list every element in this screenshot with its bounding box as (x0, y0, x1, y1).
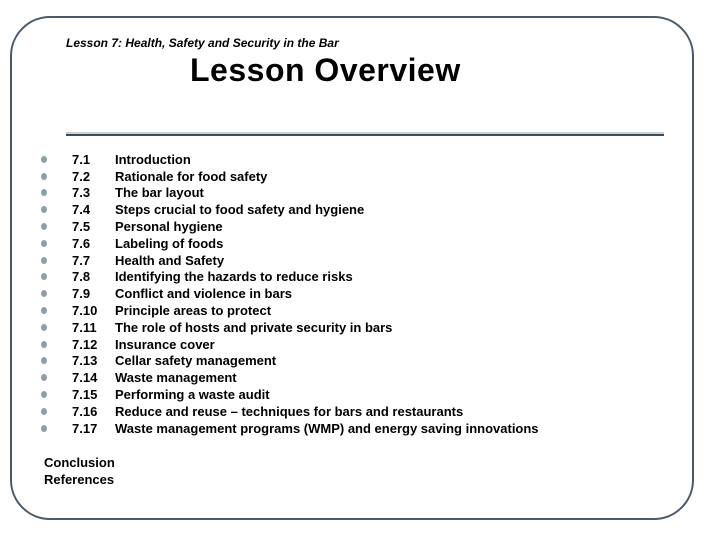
list-item (40, 285, 539, 302)
item-number: 7.11 (72, 319, 97, 335)
list-item (40, 185, 539, 202)
list-item (40, 151, 539, 168)
item-label: Reduce and reuse – techniques for bars and restaurants (115, 403, 464, 419)
item-number: 7.6 (72, 235, 91, 251)
bullet-icon (41, 324, 47, 331)
item-number: 7.7 (72, 252, 91, 268)
footer-section (44, 454, 115, 488)
item-label: Waste management (115, 370, 237, 386)
item-label: Cellar safety management (115, 353, 277, 369)
item-number: 7.2 (72, 168, 91, 184)
item-number: 7.14 (72, 370, 98, 386)
list-item (40, 336, 539, 353)
item-number: 7.10 (72, 303, 98, 319)
item-number: 7.15 (72, 387, 98, 403)
list-item (40, 218, 539, 235)
bullet-icon (41, 425, 47, 432)
item-label: Identifying the hazards to reduce risks (115, 269, 353, 285)
list-item (40, 235, 539, 252)
bullet-icon (41, 374, 47, 381)
list-item (40, 420, 539, 437)
item-number: 7.4 (72, 202, 91, 218)
list-item (40, 403, 539, 420)
title-divider (66, 134, 664, 136)
bullet-icon (41, 257, 47, 264)
item-number: 7.13 (72, 353, 98, 369)
item-number: 7.17 (72, 420, 98, 436)
list-item (40, 168, 539, 185)
bullet-icon (41, 357, 47, 364)
item-label: Performing a waste audit (115, 387, 270, 403)
item-label: Rationale for food safety (115, 168, 268, 184)
overview-list (40, 151, 539, 437)
item-label: Introduction (115, 151, 191, 167)
item-label: Principle areas to protect (115, 303, 272, 319)
list-item (40, 353, 539, 370)
item-number: 7.12 (72, 336, 98, 352)
list-item (40, 302, 539, 319)
list-item (40, 269, 539, 286)
item-label: The bar layout (115, 185, 204, 201)
page-title: Lesson Overview (190, 52, 461, 88)
item-label: Waste management programs (WMP) and energy saving innovations (115, 420, 539, 436)
list-item (40, 319, 539, 336)
bullet-icon (41, 189, 47, 196)
item-number: 7.8 (72, 269, 91, 285)
item-number: 7.16 (72, 403, 98, 419)
bullet-icon (41, 391, 47, 398)
lesson-subtitle: Lesson 7: Health, Safety and Security in the Bar (66, 36, 339, 50)
bullet-icon (41, 173, 47, 180)
bullet-icon (41, 408, 47, 415)
item-number: 7.1 (72, 151, 91, 167)
bullet-icon (41, 223, 47, 230)
item-label: Insurance cover (115, 336, 215, 352)
references-label: References (44, 472, 115, 487)
list-item (40, 252, 539, 269)
item-number: 7.5 (72, 219, 91, 235)
bullet-icon (41, 290, 47, 297)
bullet-icon (41, 341, 47, 348)
bullet-icon (41, 156, 47, 163)
item-label: Conflict and violence in bars (115, 286, 292, 302)
list-item (40, 201, 539, 218)
list-item (40, 369, 539, 386)
item-label: The role of hosts and private security in bars (115, 319, 393, 335)
item-number: 7.9 (72, 286, 91, 302)
item-label: Health and Safety (115, 252, 225, 268)
item-label: Labeling of foods (115, 235, 224, 251)
item-label: Personal hygiene (115, 219, 223, 235)
item-number: 7.3 (72, 185, 91, 201)
bullet-icon (41, 206, 47, 213)
item-label: Steps crucial to food safety and hygiene (115, 202, 365, 218)
bullet-icon (41, 240, 47, 247)
conclusion-label: Conclusion (44, 455, 115, 470)
bullet-icon (41, 273, 47, 280)
bullet-icon (41, 307, 47, 314)
list-item (40, 386, 539, 403)
